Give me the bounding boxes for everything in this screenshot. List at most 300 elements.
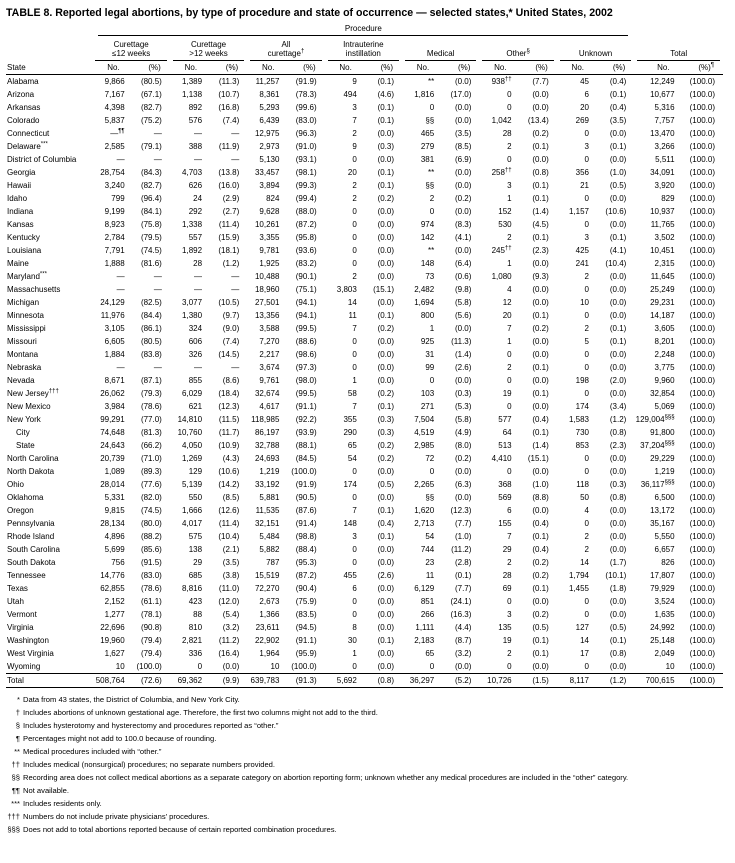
number-cell: 32,674 [254, 389, 280, 398]
state-cell: District of Columbia [7, 155, 77, 164]
state-cell: North Dakota [7, 467, 55, 476]
percent-cell: (0.1) [609, 324, 627, 333]
number-cell: 0 [584, 311, 589, 320]
percent-cell: (75.2) [140, 116, 162, 125]
percent-cell: (72.6) [133, 674, 170, 688]
number-cell: 2 [352, 194, 357, 203]
number-cell: ** [427, 246, 435, 255]
number-cell: 10 [580, 298, 589, 307]
footnote-marker: ¶ [15, 734, 20, 743]
percent-cell: (0.0) [377, 363, 395, 372]
percent-cell: (0.0) [609, 610, 627, 619]
number-cell: 1,892 [182, 246, 203, 255]
number-cell: 9,781 [259, 246, 280, 255]
number-cell: 19 [502, 636, 512, 645]
percent-cell: (15.1) [527, 454, 549, 463]
percent-cell: (0.2) [532, 610, 549, 619]
percent-cell: (11.0) [218, 584, 240, 593]
number-cell: 0 [197, 662, 203, 671]
number-cell: 2,049 [654, 649, 675, 658]
percent-cell: (0.8) [609, 493, 627, 502]
percent-cell: (83.0) [295, 116, 317, 125]
number-cell: 639,783 [247, 674, 287, 688]
percent-cell: (75.8) [140, 220, 162, 229]
percent-cell: (0.1) [532, 311, 549, 320]
number-cell: 3,674 [259, 363, 280, 372]
percent-cell: (0.1) [377, 506, 395, 515]
table-row [6, 244, 723, 257]
number-cell: 99 [425, 363, 435, 372]
percent-cell: (82.7) [140, 103, 162, 112]
percent-cell: (79.1) [140, 142, 162, 151]
table-row [6, 179, 723, 192]
percent-cell: (17.0) [450, 90, 472, 99]
number-cell: 550 [188, 493, 203, 502]
percent-cell: (10.4) [218, 532, 240, 541]
number-cell: — [116, 155, 125, 164]
percent-cell: (0.0) [377, 207, 395, 216]
percent-cell: (100.0) [689, 584, 715, 593]
subheader-no: No. [479, 61, 519, 75]
footnote-text: Includes medical (nonsurgical) procedures; no separate numbers provided. [23, 760, 275, 769]
number-cell: 69 [502, 584, 512, 593]
number-cell: 826 [661, 558, 675, 567]
table-row [6, 205, 723, 218]
percent-cell: (96.3) [295, 129, 317, 138]
percent-cell: (4.3) [222, 454, 240, 463]
number-cell: 9 [352, 142, 357, 151]
percent-cell: (18.4) [218, 389, 240, 398]
state-cell: State [16, 441, 35, 450]
percent-cell: (84.5) [295, 454, 317, 463]
number-cell: 356 [575, 168, 589, 177]
state-cell: New Jersey††† [7, 388, 59, 398]
subheader-no: No. [92, 61, 132, 75]
percent-cell: (75.9) [295, 597, 317, 606]
number-cell: 9,815 [104, 506, 125, 515]
subheader-no: No. [170, 61, 210, 75]
number-cell: 8,923 [104, 220, 125, 229]
percent-cell: (100.0) [689, 662, 715, 671]
number-cell: 4,410 [491, 454, 512, 463]
percent-cell: (0.3) [609, 480, 627, 489]
number-cell: 15,519 [254, 571, 280, 580]
percent-cell: (75.1) [295, 285, 317, 294]
number-cell: 32,151 [254, 519, 280, 528]
percent-cell: (100.0) [689, 181, 715, 190]
number-cell: 1,794 [568, 571, 589, 580]
number-cell: 7 [507, 532, 512, 541]
number-cell: 54 [347, 454, 357, 463]
number-cell: 10 [115, 662, 125, 671]
percent-cell: (0.0) [377, 662, 395, 671]
percent-cell: — [231, 272, 240, 281]
percent-cell: (11.2) [451, 545, 472, 554]
percent-cell: (0.0) [609, 389, 627, 398]
number-cell: 152 [498, 207, 512, 216]
number-cell: 28,014 [100, 480, 125, 489]
number-cell: 0 [352, 207, 357, 216]
percent-cell: (7.7) [532, 77, 549, 86]
state-cell: Indiana [7, 207, 34, 216]
number-cell: 5,511 [655, 155, 675, 164]
percent-cell: (100.0) [689, 480, 715, 489]
footnote-marker: ¶¶ [11, 786, 20, 795]
number-cell: 118 [576, 480, 589, 489]
footnote-text: Does not add to total abortions reported because of certain reported combination procedures. [23, 825, 337, 834]
number-cell: 28 [193, 259, 203, 268]
number-cell: 0 [352, 259, 357, 268]
state-cell: North Carolina [7, 454, 59, 463]
percent-cell: (6.3) [454, 480, 472, 489]
percent-cell: (0.0) [532, 337, 549, 346]
number-cell: 0 [352, 467, 357, 476]
number-cell: — [194, 272, 203, 281]
table-row [6, 387, 723, 400]
percent-cell: (95.3) [295, 558, 317, 567]
footnote [6, 745, 729, 758]
number-cell: 5,484 [259, 532, 280, 541]
percent-cell: (2.6) [454, 363, 472, 372]
percent-cell: (0.0) [532, 155, 549, 164]
percent-cell: (3.2) [222, 623, 240, 632]
percent-cell: (11.4) [218, 519, 240, 528]
number-cell: 0 [584, 610, 589, 619]
number-cell: 606 [188, 337, 203, 346]
number-cell: 9,199 [104, 207, 125, 216]
table-row [6, 231, 723, 244]
number-cell: 368 [498, 480, 512, 489]
table-row [6, 101, 723, 114]
percent-cell: (11.4) [218, 220, 240, 229]
table-row [6, 491, 723, 504]
number-cell: 6,439 [259, 116, 280, 125]
percent-cell: (1.2) [597, 674, 634, 688]
number-cell: 0 [352, 233, 357, 242]
percent-cell: (100.0) [291, 467, 317, 476]
footnote-text: Percentages might not add to 100.0 because of rounding. [23, 734, 217, 743]
percent-cell: (0.0) [532, 467, 549, 476]
percent-cell: (71.0) [140, 454, 162, 463]
percent-cell: (8.0) [454, 441, 472, 450]
state-cell: Ohio [7, 480, 24, 489]
percent-cell: (1.4) [454, 350, 472, 359]
percent-cell: (0.1) [377, 116, 395, 125]
subheader-no: No. [247, 61, 287, 75]
number-cell: 245†† [491, 245, 512, 255]
number-cell: 2,217 [259, 350, 280, 359]
number-cell: 10,726 [479, 674, 519, 688]
percent-cell: (100.0) [689, 519, 715, 528]
number-cell: 0 [507, 402, 512, 411]
number-cell: 8,361 [259, 90, 280, 99]
percent-cell: (0.0) [377, 610, 395, 619]
number-cell: 494 [343, 90, 357, 99]
table-row [6, 322, 723, 335]
percent-cell: (0.4) [609, 103, 627, 112]
number-cell: 12,975 [254, 129, 280, 138]
number-cell: 18,960 [254, 285, 280, 294]
number-cell: 0 [429, 662, 435, 671]
number-cell: 1,666 [182, 506, 203, 515]
state-cell: Michigan [7, 298, 40, 307]
percent-cell: (5.3) [454, 402, 472, 411]
percent-cell: (79.5) [140, 233, 162, 242]
percent-cell: (0.1) [377, 311, 395, 320]
percent-cell: (2.3) [532, 246, 549, 255]
number-cell: 5,837 [104, 116, 125, 125]
number-cell: 14,776 [100, 571, 125, 580]
percent-cell: (0.0) [532, 597, 549, 606]
number-cell: 7,791 [104, 246, 125, 255]
footnote-marker: † [15, 708, 20, 717]
number-cell: 576 [188, 116, 203, 125]
percent-cell: (91.4) [295, 519, 317, 528]
percent-cell: (84.4) [140, 311, 162, 320]
percent-cell: (78.6) [140, 584, 162, 593]
percent-cell: (0.1) [532, 181, 549, 190]
percent-cell: (100.0) [689, 636, 715, 645]
percent-cell: (0.0) [454, 181, 472, 190]
percent-cell: (3.2) [454, 649, 472, 658]
percent-cell: (3.4) [609, 402, 627, 411]
percent-cell: (8.7) [454, 636, 472, 645]
percent-cell: (0.1) [377, 77, 395, 86]
state-cell: Maine [7, 259, 29, 268]
number-cell: 3,240 [104, 181, 125, 190]
table-row [6, 335, 723, 348]
percent-cell: (0.0) [532, 259, 549, 268]
number-cell: 34,091 [650, 168, 675, 177]
percent-cell: (0.0) [532, 376, 549, 385]
state-cell: Rhode Island [7, 532, 55, 541]
percent-cell: (0.0) [377, 220, 395, 229]
table-row [6, 166, 723, 179]
percent-cell: (18.1) [218, 246, 240, 255]
percent-cell: (0.0) [454, 324, 472, 333]
percent-cell: — [231, 129, 240, 138]
number-cell: 0 [507, 350, 512, 359]
percent-cell: (90.8) [140, 623, 162, 632]
total-row [6, 674, 723, 688]
state-cell: Washington [7, 636, 49, 645]
percent-cell: (100.0) [689, 207, 715, 216]
percent-cell: (0.0) [377, 233, 395, 242]
percent-cell: (5.6) [454, 311, 472, 320]
number-cell: 17 [580, 649, 589, 658]
number-cell: 1,455 [568, 584, 589, 593]
percent-cell: (10.4) [605, 259, 627, 268]
percent-cell: (0.0) [377, 597, 395, 606]
percent-cell: (0.1) [532, 194, 549, 203]
number-cell: 0 [352, 337, 357, 346]
percent-cell: (0.0) [532, 402, 549, 411]
percent-cell: (1.4) [532, 207, 549, 216]
percent-cell: (0.0) [377, 155, 395, 164]
number-cell: 7 [507, 324, 512, 333]
number-cell: 28,754 [100, 168, 125, 177]
percent-cell: (2.9) [222, 194, 240, 203]
percent-cell: (12.6) [218, 506, 240, 515]
number-cell: 1 [507, 337, 512, 346]
abortion-procedure-table [6, 24, 723, 688]
percent-cell: (0.1) [377, 168, 395, 177]
number-cell: 5,882 [259, 545, 280, 554]
percent-cell: (2.1) [222, 545, 240, 554]
percent-cell: (0.1) [532, 389, 549, 398]
table-row [6, 595, 723, 608]
state-cell: Nebraska [7, 363, 42, 372]
percent-cell: (100.0) [689, 506, 715, 515]
percent-cell: (5.2) [442, 674, 479, 688]
percent-cell: (90.5) [295, 493, 317, 502]
percent-cell: (0.0) [377, 545, 395, 554]
number-cell: 5 [584, 337, 589, 346]
percent-cell: (90.4) [295, 584, 317, 593]
number-cell: 86,197 [254, 428, 280, 437]
footnote-marker: ** [14, 747, 20, 756]
number-cell: 14 [580, 558, 589, 567]
footnote-text: Includes hysterotomy and hysterectomy and procedures reported as “other.” [23, 721, 279, 730]
percent-cell: (0.2) [454, 194, 472, 203]
footnote [6, 758, 729, 771]
table-row [6, 621, 723, 634]
percent-cell: (88.4) [295, 545, 317, 554]
footnote-marker: *** [11, 799, 20, 808]
percent-cell: — [153, 363, 162, 372]
number-cell: 36,297 [402, 674, 442, 688]
percent-cell: (4.9) [454, 428, 472, 437]
percent-cell: (1.5) [520, 674, 557, 688]
number-cell: 0 [352, 662, 357, 671]
percent-cell: (0.4) [532, 545, 549, 554]
table-row [6, 270, 723, 283]
number-cell: 72,270 [254, 584, 280, 593]
percent-cell: (0.4) [609, 77, 627, 86]
percent-cell: (0.0) [454, 376, 472, 385]
number-cell: 1 [352, 376, 357, 385]
percent-cell: (91.9) [295, 77, 317, 86]
percent-cell: (0.0) [377, 337, 395, 346]
percent-cell: (100.0) [689, 324, 715, 333]
percent-cell: (0.0) [377, 467, 395, 476]
subheader-no: No. [634, 61, 682, 75]
column-group-curettage-over-12-weeks: Curettage >12 weeks [170, 37, 247, 61]
number-cell: 4,896 [104, 532, 125, 541]
number-cell: 925 [420, 337, 435, 346]
state-cell: Arkansas [7, 103, 41, 112]
percent-cell: (1.0) [532, 480, 549, 489]
percent-cell: (82.7) [140, 181, 162, 190]
number-cell: 0 [507, 90, 512, 99]
number-cell: 12,249 [650, 77, 675, 86]
state-cell: Kansas [7, 220, 34, 229]
number-cell: 138 [188, 545, 203, 554]
table-row [6, 114, 723, 127]
number-cell: 3 [352, 532, 357, 541]
number-cell: 3,605 [654, 324, 675, 333]
number-cell: 810 [188, 623, 203, 632]
number-cell: 6 [352, 584, 357, 593]
percent-cell: (4.1) [454, 233, 472, 242]
state-cell: Oregon [7, 506, 34, 515]
percent-cell: (0.2) [377, 454, 395, 463]
footnote [6, 771, 729, 784]
percent-cell: (0.0) [377, 129, 395, 138]
percent-cell: (95.9) [295, 649, 317, 658]
percent-cell: (0.0) [377, 584, 395, 593]
percent-cell: (3.8) [222, 571, 240, 580]
number-cell: 1,884 [104, 350, 125, 359]
state-cell: New York [7, 415, 41, 424]
number-cell: 13,470 [650, 129, 675, 138]
percent-cell: (0.0) [609, 285, 627, 294]
number-cell: 3 [584, 233, 589, 242]
number-cell: 292 [188, 207, 203, 216]
number-cell: 2 [584, 272, 589, 281]
percent-cell: (0.0) [609, 519, 627, 528]
percent-cell: (0.0) [609, 129, 627, 138]
number-cell: 4,398 [104, 103, 125, 112]
percent-cell: (10.7) [218, 90, 240, 99]
number-cell: 10,488 [254, 272, 280, 281]
percent-cell: (1.4) [532, 441, 549, 450]
percent-cell: (100.0) [689, 623, 715, 632]
subheader-pct: (%)¶ [683, 61, 723, 75]
number-cell: 2 [584, 532, 589, 541]
percent-cell: (0.0) [377, 376, 395, 385]
number-cell: 30 [347, 636, 357, 645]
percent-cell: (84.1) [140, 207, 162, 216]
number-cell: 0 [584, 454, 589, 463]
percent-cell: (83.2) [295, 259, 317, 268]
number-cell: 28 [502, 571, 512, 580]
subheader-pct: (%) [287, 61, 324, 75]
number-cell: 7,504 [414, 415, 435, 424]
percent-cell: (0.0) [454, 493, 472, 502]
number-cell: 0 [584, 155, 589, 164]
percent-cell: (100.0) [291, 662, 317, 671]
percent-cell: (9.3) [532, 272, 549, 281]
table-row [6, 647, 723, 660]
percent-cell: (0.5) [532, 623, 549, 632]
percent-cell: (100.0) [689, 532, 715, 541]
percent-cell: (98.1) [295, 168, 317, 177]
table-row [6, 634, 723, 647]
subheader-pct: (%) [133, 61, 170, 75]
percent-cell: (91.3) [287, 674, 324, 688]
number-cell: 9 [352, 77, 357, 86]
number-cell: 0 [352, 610, 357, 619]
table-row [6, 361, 723, 374]
percent-cell: (66.2) [140, 441, 162, 450]
number-cell: 118,985 [251, 415, 280, 424]
number-cell: 1,635 [654, 610, 675, 619]
number-cell: 290 [343, 428, 357, 437]
number-cell: 3,524 [654, 597, 675, 606]
percent-cell: (100.0) [689, 142, 715, 151]
state-cell: Delaware*** [7, 141, 48, 151]
number-cell: 65 [347, 441, 357, 450]
number-cell: 465 [420, 129, 435, 138]
percent-cell: (10.9) [218, 441, 240, 450]
percent-cell: (78.1) [140, 610, 162, 619]
number-cell: 2 [507, 649, 512, 658]
percent-cell: (81.3) [140, 428, 162, 437]
number-cell: 13,356 [254, 311, 280, 320]
percent-cell: (0.3) [454, 389, 472, 398]
number-cell: 0 [352, 363, 357, 372]
